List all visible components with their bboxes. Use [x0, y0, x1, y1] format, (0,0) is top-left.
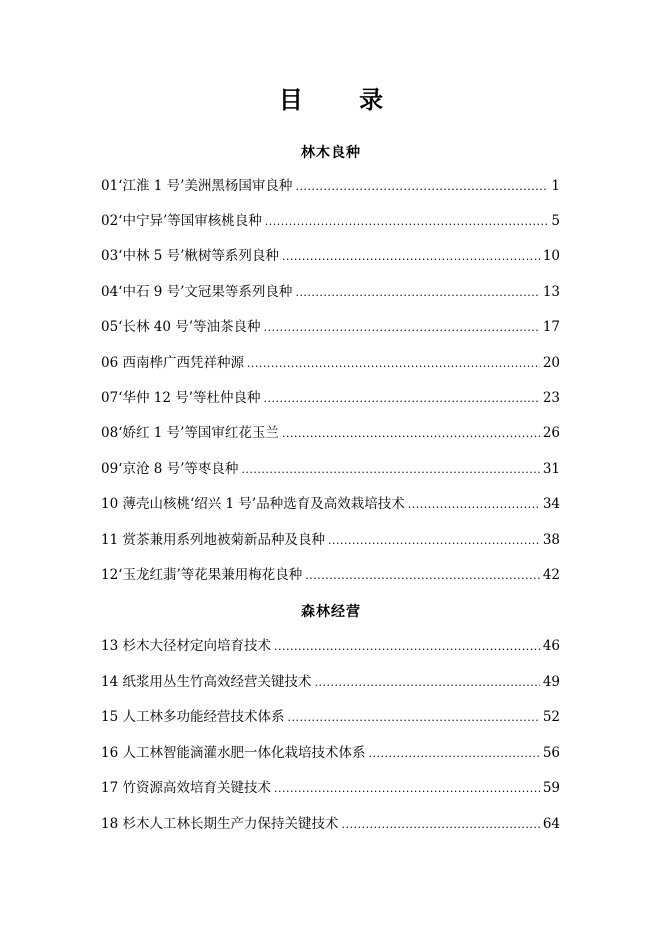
toc-entry-label: 03‘中林 5 号’楸树等系列良种 — [101, 248, 279, 264]
toc-entry-page: 49 — [542, 674, 560, 690]
toc-entry-page: 42 — [542, 567, 560, 583]
toc-entry-label: 02‘中宁异’等国审核桃良种 — [101, 213, 262, 229]
toc-entry-page: 17 — [542, 319, 560, 335]
dot-leader — [408, 495, 540, 515]
dot-leader — [264, 318, 540, 338]
toc-entry-page: 5 — [551, 213, 560, 229]
dot-leader — [274, 779, 540, 799]
toc-entry-label: 08‘娇红 1 号’等国审红花玉兰 — [101, 425, 279, 441]
toc-entry[interactable] — [101, 814, 560, 835]
toc-entry-label: 13 杉木大径材定向培育技术 — [101, 638, 271, 654]
toc-entry-label: 17 竹资源高效培育关键技术 — [101, 780, 271, 796]
dot-leader — [295, 177, 548, 197]
dot-leader — [328, 531, 540, 551]
dot-leader — [314, 673, 539, 693]
toc-entry[interactable] — [101, 707, 560, 728]
toc-entry[interactable] — [101, 530, 560, 551]
toc-entry-label: 16 人工林智能滴灌水肥一体化栽培技术体系 — [101, 745, 366, 761]
dot-leader — [274, 637, 540, 657]
toc-entry-page: 52 — [542, 709, 560, 725]
toc-entry[interactable] — [101, 176, 560, 197]
toc-entry-page: 34 — [542, 496, 560, 512]
dot-leader — [264, 389, 540, 409]
toc-entry[interactable] — [101, 636, 560, 657]
dot-leader — [247, 354, 540, 374]
toc-entry[interactable] — [101, 388, 560, 409]
toc-entry-label: 10 薄壳山核桃‘绍兴 1 号’品种选育及高效栽培技术 — [101, 496, 405, 512]
dot-leader — [368, 744, 539, 764]
dot-leader — [265, 212, 549, 232]
dot-leader — [282, 247, 540, 267]
toc-entry-page: 31 — [542, 461, 560, 477]
toc-entry-label: 11 赏茶兼用系列地被菊新品种及良种 — [101, 532, 325, 548]
dot-leader — [241, 460, 539, 480]
toc-entry-page: 46 — [542, 638, 560, 654]
toc-entry-page: 1 — [551, 178, 560, 194]
toc-entry-label: 01‘江淮 1 号’美洲黑杨国审良种 — [101, 178, 293, 194]
toc-entry-label: 14 纸浆用丛生竹高效经营关键技术 — [101, 674, 312, 690]
toc-entry-page: 56 — [542, 745, 560, 761]
toc-entry-page: 59 — [542, 780, 560, 796]
toc-entry[interactable] — [101, 672, 560, 693]
toc-entry-page: 10 — [542, 248, 560, 264]
toc-entry-label: 18 杉木人工林长期生产力保持关键技术 — [101, 816, 339, 832]
toc-entry[interactable] — [101, 778, 560, 799]
toc-entry-label: 07‘华仲 12 号’等杜仲良种 — [101, 390, 261, 406]
toc-entry-label: 09‘京沧 8 号’等枣良种 — [101, 461, 239, 477]
toc-entry[interactable] — [101, 353, 560, 374]
toc-entry[interactable] — [101, 317, 560, 338]
page-title: 目 录 — [278, 85, 408, 114]
toc-entry-page: 23 — [542, 390, 560, 406]
toc-entry-label: 04‘中石 9 号’文冠果等系列良种 — [101, 284, 293, 300]
toc-entry-label: 15 人工林多功能经营技术体系 — [101, 709, 285, 725]
toc-entry[interactable] — [101, 246, 560, 267]
toc-entry-page: 38 — [542, 532, 560, 548]
dot-leader — [287, 708, 539, 728]
toc-entry-label: 06 西南桦广西凭祥种源 — [101, 355, 244, 371]
toc-entry[interactable] — [101, 282, 560, 303]
toc-entry[interactable] — [101, 494, 560, 515]
toc-entry[interactable] — [101, 459, 560, 480]
toc-entry-page: 20 — [542, 355, 560, 371]
toc-entry[interactable] — [101, 743, 560, 764]
toc-entry-label: 05‘长林 40 号’等油茶良种 — [101, 319, 261, 335]
toc-entry[interactable] — [101, 565, 560, 586]
toc-entry-page: 64 — [542, 816, 560, 832]
section-heading-forest-management: 森林经营 — [301, 604, 361, 620]
section-heading-forest-varieties: 林木良种 — [301, 145, 361, 161]
toc-entry-page: 13 — [542, 284, 560, 300]
dot-leader — [282, 424, 540, 444]
dot-leader — [341, 815, 539, 835]
toc-entry[interactable] — [101, 423, 560, 444]
dot-leader — [295, 283, 539, 303]
toc-entry[interactable] — [101, 211, 560, 232]
toc-entry-label: 12‘玉龙红翡’等花果兼用梅花良种 — [101, 567, 303, 583]
dot-leader — [305, 566, 540, 586]
toc-entry-page: 26 — [542, 425, 560, 441]
